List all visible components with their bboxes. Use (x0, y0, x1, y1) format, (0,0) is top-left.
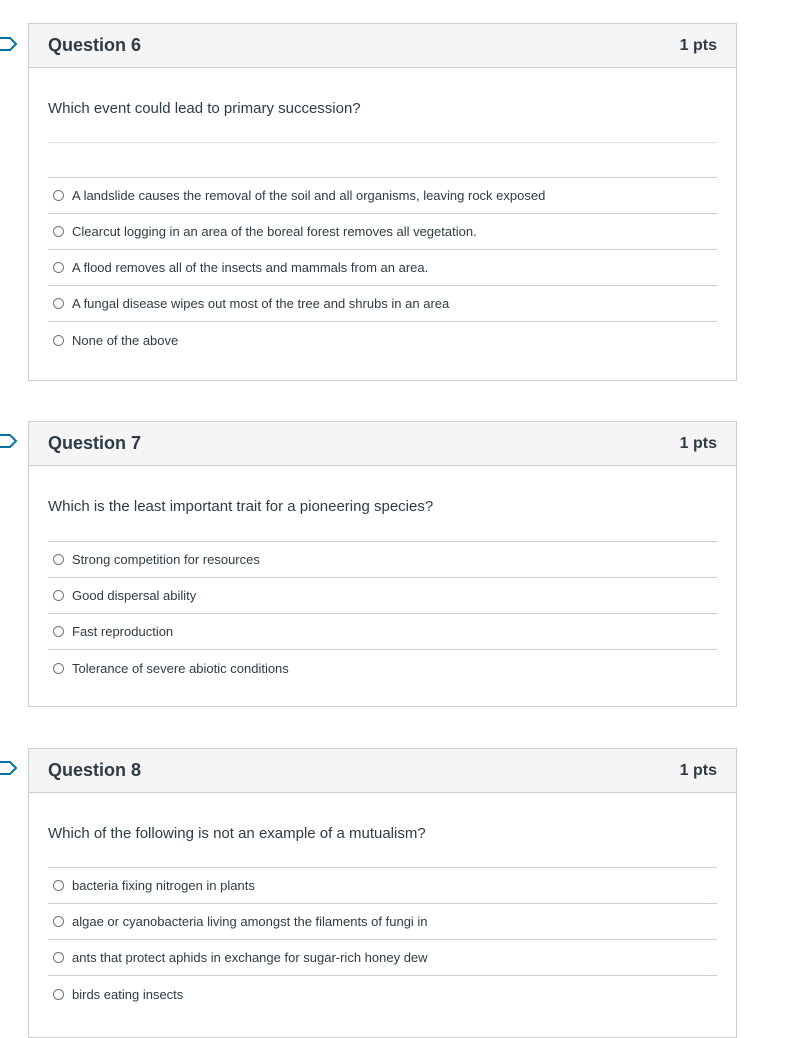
answer-label: algae or cyanobacteria living amongst the filaments of fungi in (72, 914, 428, 929)
answer-list (48, 177, 717, 358)
question-points: 1 pts (679, 761, 717, 779)
question-card (28, 23, 737, 381)
question-card (28, 421, 737, 707)
flag-question-icon[interactable] (0, 37, 18, 51)
radio-button[interactable] (53, 190, 64, 201)
question-title: Question 7 (48, 433, 142, 453)
question-header (29, 749, 736, 793)
question-text: Which of the following is not an example of a mutualism? (48, 825, 426, 842)
answer-option[interactable] (48, 250, 717, 286)
answer-label: ants that protect aphids in exchange for sugar-rich honey dew (72, 950, 428, 965)
radio-button[interactable] (53, 663, 64, 674)
radio-button[interactable] (53, 226, 64, 237)
radio-button[interactable] (53, 335, 64, 346)
radio-button[interactable] (53, 298, 64, 309)
answer-label: Good dispersal ability (72, 588, 197, 603)
answer-option[interactable] (48, 904, 717, 940)
question-text: Which event could lead to primary succession? (48, 100, 361, 117)
radio-button[interactable] (53, 952, 64, 963)
question-text: Which is the least important trait for a pioneering species? (48, 498, 434, 515)
answer-label: bacteria fixing nitrogen in plants (72, 878, 255, 893)
answer-label: Strong competition for resources (72, 552, 260, 567)
answer-option[interactable] (48, 286, 717, 322)
answer-list (48, 867, 717, 1012)
radio-button[interactable] (53, 916, 64, 927)
question-title: Question 6 (48, 35, 142, 55)
question-header (29, 422, 736, 466)
answer-label: None of the above (72, 332, 179, 348)
answer-label: Fast reproduction (72, 624, 174, 639)
answer-option[interactable] (48, 578, 717, 614)
radio-button[interactable] (53, 554, 64, 565)
radio-button[interactable] (53, 626, 64, 637)
answer-option[interactable] (48, 322, 717, 358)
answer-label: Clearcut logging in an area of the boreal forest removes all vegetation. (72, 224, 477, 239)
question-title: Question 8 (48, 760, 142, 780)
answer-option[interactable] (48, 650, 717, 686)
flag-question-icon[interactable] (0, 434, 18, 448)
answer-label: A flood removes all of the insects and mammals from an area. (72, 260, 429, 275)
answer-option[interactable] (48, 542, 717, 578)
radio-button[interactable] (53, 262, 64, 273)
question-card (28, 748, 737, 1038)
flag-question-icon[interactable] (0, 761, 18, 775)
question-points: 1 pts (679, 434, 717, 452)
answer-option[interactable] (48, 976, 717, 1012)
radio-button[interactable] (53, 590, 64, 601)
answer-option[interactable] (48, 940, 717, 976)
answer-label: Tolerance of severe abiotic conditions (72, 660, 289, 676)
answer-label: A fungal disease wipes out most of the tree and shrubs in an area (72, 296, 450, 311)
answer-label: birds eating insects (72, 986, 184, 1002)
answer-option[interactable] (48, 868, 717, 904)
answer-option[interactable] (48, 214, 717, 250)
question-header (29, 24, 736, 68)
answer-list (48, 541, 717, 686)
answer-option[interactable] (48, 178, 717, 214)
answer-label: A landslide causes the removal of the soil and all organisms, leaving rock exposed (72, 188, 546, 203)
radio-button[interactable] (53, 880, 64, 891)
divider (48, 142, 717, 177)
radio-button[interactable] (53, 989, 64, 1000)
answer-option[interactable] (48, 614, 717, 650)
question-points: 1 pts (679, 36, 717, 54)
